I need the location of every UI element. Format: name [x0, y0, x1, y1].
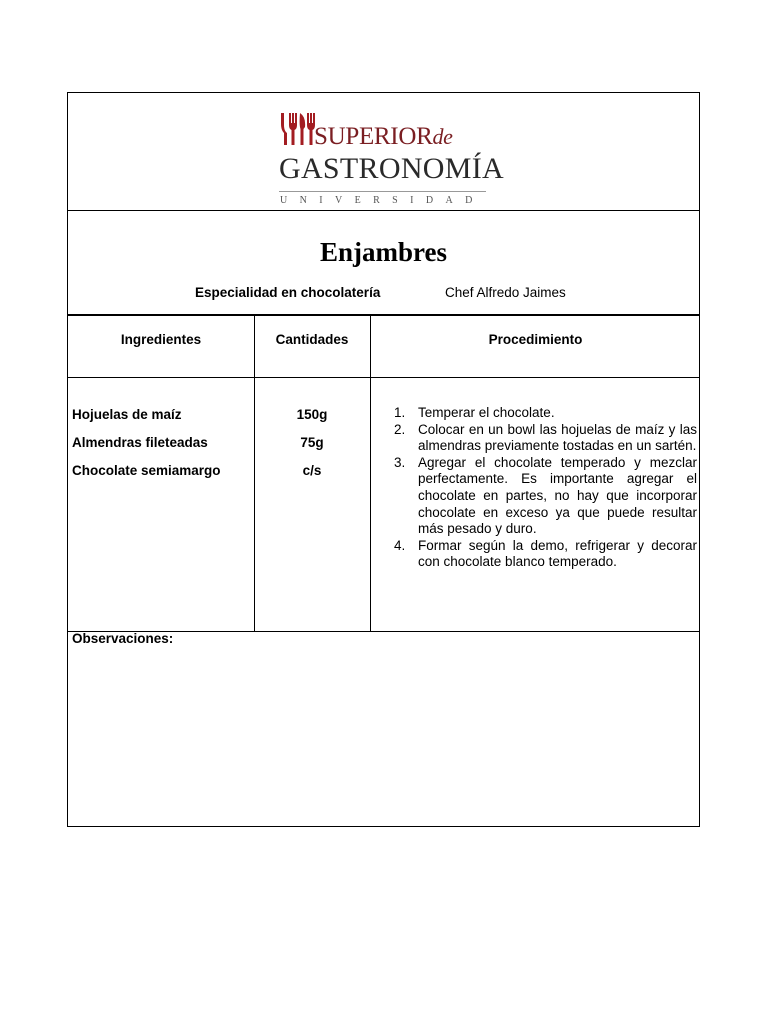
recipe-card	[67, 92, 700, 827]
ingredient-name: Almendras fileteadas	[72, 435, 208, 450]
logo-superior-word: SUPERIOR	[314, 123, 433, 150]
procedure-list	[394, 405, 697, 571]
ingredient-quantity: 75g	[300, 435, 324, 450]
step-text: Temperar el chocolate.	[418, 405, 555, 420]
logo-de-word: de	[432, 124, 453, 149]
university-logo	[278, 107, 504, 206]
logo-text-gastronomia: GASTRONOMÍA	[279, 152, 504, 185]
step-number: 4.	[394, 537, 406, 553]
procedure-step	[394, 455, 697, 538]
observations-label: Observaciones:	[72, 631, 174, 646]
ingredient-name: Hojuelas de maíz	[72, 407, 182, 422]
header-divider	[68, 210, 699, 211]
specialty-label: Especialidad en chocolatería	[195, 285, 381, 300]
table-header-divider	[68, 377, 699, 378]
column-header-quantities: Cantidades	[275, 332, 349, 347]
column-divider-2	[370, 315, 371, 631]
procedure-step	[394, 405, 697, 422]
title-divider	[68, 314, 699, 316]
logo-divider	[279, 191, 486, 192]
cutlery-logo-icon	[280, 111, 316, 147]
logo-text-superior	[314, 123, 453, 151]
logo-text-universidad: UNIVERSIDAD	[280, 195, 485, 206]
step-text: Colocar en un bowl las hojuelas de maíz y las almendras previamente tostadas en un sartén.	[418, 421, 697, 454]
ingredient-quantity: 150g	[296, 407, 328, 422]
step-text: Formar según la demo, refrigerar y decorar con chocolate blanco temperado.	[418, 537, 697, 570]
column-header-procedure: Procedimiento	[488, 332, 583, 347]
column-header-ingredients: Ingredientes	[120, 332, 202, 347]
step-number: 1.	[394, 405, 406, 420]
recipe-title: Enjambres	[319, 237, 447, 267]
step-number: 2.	[394, 421, 406, 437]
ingredient-name: Chocolate semiamargo	[72, 463, 221, 478]
procedure-step	[394, 422, 697, 455]
step-text: Agregar el chocolate temperado y mezclar perfectamente. Es importante agregar el chocolate en partes, no hay que incorporar chocolate en exceso ya que puede resultar más pesado y duro.	[418, 454, 697, 537]
procedure-step	[394, 538, 697, 571]
chef-name: Chef Alfredo Jaimes	[445, 285, 566, 300]
ingredient-quantity: c/s	[302, 463, 322, 478]
step-number: 3.	[394, 454, 406, 470]
